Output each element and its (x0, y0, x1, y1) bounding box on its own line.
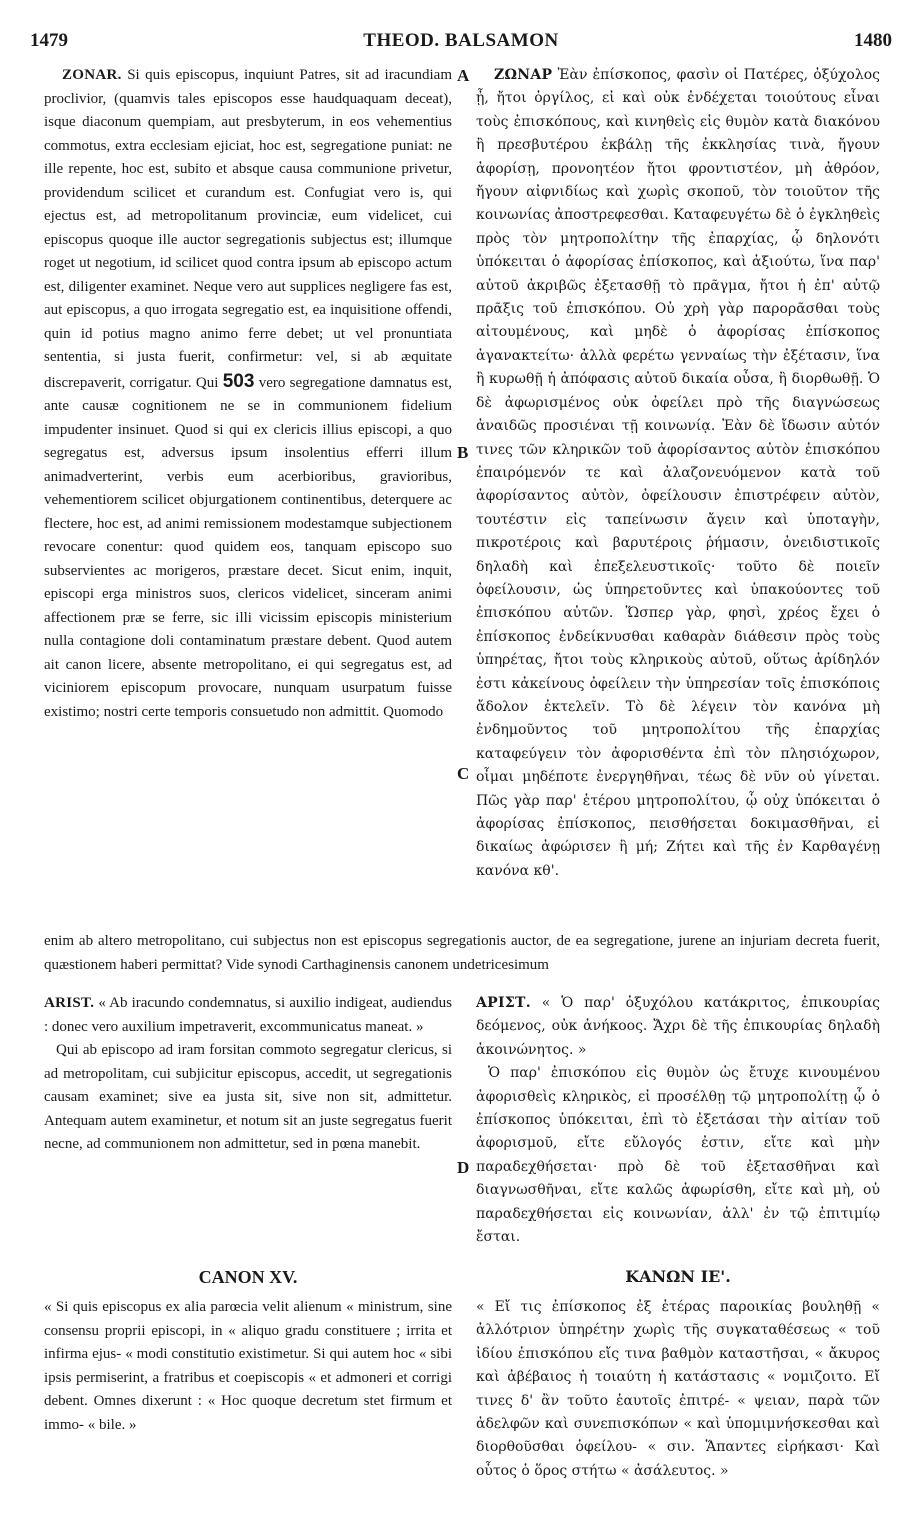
canon-text-greek: « Εἴ τις ἐπίσκοπος ἐξ ἑτέρας παροικίας βουληθῇ « ἀλλότριον ὑπηρέτην χωρὶς τῆς συγκαταθέσεως « τοῦ ἰδίου ἐπισκόπου εἴς τινα βαθμὸν καταστῆσαι, « ἄκυρος καὶ ἀβέβαιος ἡ τοιαύτη ἡ κατάστασις « νομιζοιτο. Εἴ τινες δ' ἂν τοῦτο ἑαυτοῖς ἐπιτρέ- « ψειαν, παρὰ τῶν ἀδελφῶν καὶ συνεπισκόπων « καὶ ὑπομιμνήσκεσθαι καὶ διορθοῦσθαι ὀφείλου- « σιν. Ἅπαντες εἰρήκασι· Καὶ οὗτος ὁ ὅρος στήτω « ἀσάλευτος. » (476, 1299, 880, 1479)
latin-arist-section (44, 992, 452, 1157)
greek-zonar-section (476, 64, 880, 883)
latin-zonar-section (44, 64, 452, 724)
arist-label-greek: ΑΡΙΣΤ. (476, 995, 531, 1011)
arist-quote-latin: « Ab iracundo condemnatus, si auxilio indigeat, audiendus : donec vero auxilium impetraverit, excommunicatus maneat. » (44, 995, 453, 1035)
zonar-label-greek: ΖΩΝΑΡ (494, 67, 553, 83)
page-header (30, 30, 892, 58)
arist-label-latin: ARIST. (44, 995, 95, 1011)
margin-letter-a: A (457, 66, 470, 85)
canon-text-latin: « Si quis episcopus ex alia parœcia velit alienum « ministrum, sine consensu proprii episcopi, in « aliquo gradu constituere ; irrita et infirma ejus- « modi constitutio existimetur. Si qui autem hoc « sibi ipsis permiserint, a fratribus et coepiscopis « et admoneri et corrigi debent. Omnes dixerunt : « Hoc quoque decretum stet firmum et immo- « bile. » (44, 1299, 452, 1433)
margin-letter-d: D (457, 1158, 470, 1177)
spanning-text: enim ab altero metropolitano, cui subjectus non est episcopus segregationis auctor, de ea segregatione, jurene an injuriam decreta fuerit, quæstionem haberi permittat? Vide synodi Carthaginensis canonem undetricesimum (44, 933, 880, 973)
arist-text-latin: Qui ab episcopo ad iram forsitan commoto segregatur clericus, si ad metropolitam, cui subjicitur episcopus, accedit, ut segregationis causam examinet; sive ea justa sit, sive non sit, admittetur. Antequam autem examinetur, et notum sit an juste segregatus fuerit necne, ad communionem non admittetur, sed in pœna manebit. (44, 1042, 452, 1152)
spanning-continuation (44, 930, 880, 977)
page-number-left: 1479 (30, 30, 68, 51)
canon-text-latin-section (44, 1296, 452, 1437)
page-number-right: 1480 (854, 30, 892, 51)
column-marker-503: 503 (222, 370, 255, 392)
running-title: THEOD. BALSAMON (363, 30, 559, 51)
canon-title-latin: CANON XV. (198, 1267, 298, 1287)
margin-letter-b: B (457, 443, 469, 462)
zonar-label-latin: ZONAR. (62, 67, 122, 83)
zonar-text-greek: Ἐὰν ἐπίσκοπος, φασὶν οἱ Πατέρες, ὀξύχολος ᾖ, ἤτοι ὀργίλος, εἰ καὶ οὐκ ἐνδέχεται τοιούτους εἶναι τοὺς ἐπισκόπους, καὶ κινηθεὶς εἰς θυμὸν κατὰ διακόνου ἢ πρεσβυτέρου ἐκβάλῃ τῆς ἐκκλησίας τινὰ, ἤγουν ἀφορίσῃ, προνοητέον ἤτοι φροντιστέον, μὴ ἀθρόον, ἤγουν αἰφνιδίως καὶ χωρὶς σκοποῦ, τὸν τοιοῦτον τῆς κοινωνίας ἀποστρεφεσθαι. Καταφευγέτω δὲ ὁ ἐγκληθεὶς πρὸς τὸν μητροπολίτην τῆς ἐπαρχίας, ᾧ δηλονότι ὑπόκειται ὁ ἀφορίσας ἐπίσκοπος, καὶ ἀξιούτω, ἵνα παρ' αὐτοῦ ἀκριβῶς ἐξετασθῇ τὸ πρᾶγμα, ἤτοι ἡ ἐπ' αὐτῷ πρᾶξις τοῦ ἐπισκόπου. Οὐ χρὴ γὰρ παρορᾶσθαι τοὺς αἰτουμένους, καὶ μηδὲ ὁ ἀφορίσας ἐπίσκοπος ἀγανακτείτω· ἀλλὰ φερέτω γενναίως τὴν ἐξέτασιν, ἵνα ἢ κυρωθῇ ἡ ἀπόφασις αὐτοῦ δικαία οὖσα, ἢ διορθωθῇ. Ὁ δὲ ἀφωρισμένος οὐκ ὀφείλει πρὸ τῆς διαγνώσεως ἀναιδῶς προσιέναι τῇ κοινωνίᾳ. Ἐὰν δὲ ἴδωσιν αὐτόν τινες τῶν κληρικῶν τοῦ ἀφορίσαντος αὐτὸν ἐπισκόπου ἐπαιρόμενόν τε καὶ ἀλαζονευόμενον κατὰ τοῦ ἀφορίσαντος αὐτὸν, ὀφείλουσιν ἐπιστρέφειν αὐτὸν, τουτέστιν εἰς ταπείνωσιν ἄγειν καὶ ὑποταγὴν, πικροτέροις καὶ βαρυτέροις ῥήμασιν, ὀνειδιστικοῖς δηλαδὴ καὶ ἐπεξελευστικοῖς· τοῦτο δὲ ποιεῖν ὀφείλουσιν, ὡς ὑπηρετοῦντες καὶ ὑπακούοντες τοῦ ἐπισκόπου αὐτῶν. Ὥσπερ γὰρ, φησὶ, χρέος ἔχει ὁ ἐπίσκοπος ἐνδείκνυσθαι καθαρὰν διάθεσιν πρὸς τοὺς ὑπηρέτας, ἤτοι τοὺς κληρικοὺς αὐτοῦ, οὕτως ἀρίδηλόν ἐστι κἀκείνους ὀφείλειν τὴν ὑπηρεσίαν τοῖς ἐπισκόποις ἄδολον ἐκτελεῖν. Τὸ δὲ λέγειν τὸν κανόνα μὴ ἐνδημοῦντος τοῦ μητροπολίτου τῆς ἐπαρχίας καταφεύγειν τὸν ἀφορισθέντα ἐπὶ τὸν πλησιόχωρον, οἶμαι μηδέποτε ἐνεργηθῆναι, τέως δὲ νῦν οὐ γίνεται. Πῶς γὰρ παρ' ἑτέρου μητροπολίτου, ᾧ οὐχ ὑπόκειται ὁ ἀφορίσας ἐπίσκοπος, πεισθήσεται δοκιμασθῆναι, εἰ δικαίως ἀφώρισεν ἢ μή; Ζήτει καὶ τῆς ἐν Καρθαγένῃ κανόνα κθ'. (476, 67, 881, 879)
canon-title-greek: ΚΑΝΩΝ ΙΕ'. (625, 1267, 731, 1286)
zonar-text-latin-2: vero segregatione damnatus est, ante causæ cognitionem ne se in communionem fidelium impudenter insinuet. Quod si qui ex clericis illius episcopi, a quo segregatus est, adversus ipsum insolentius efferri illum animadverterint, verbis eum acerbioribus, gravioribus, vehementiorem scilicet objurgationem continentibus, deterquere ac flectere, hoc est, ad animi remissionem modestamque subjectionem revocare conentur: quod quidem eos, tanquam episcopo suo subservientes ac morigeros, præstare decet. Sicut enim, inquit, episcopi erga ministros suos, clericos videlicet, sinceram animi affectionem præ se ferre, sic illi vicissim episcopis ministerium nulla contagione doli contaminatum præstare debent. Quod autem ait canon licere, absente metropolitano, ei qui segregatus est, ad viciniorem episcopum provocare, nunquam usurpatum fuisse existimo; nostri certe temporis consuetudo non admittit. Quomodo (44, 374, 452, 720)
canon-text-greek-section (476, 1296, 880, 1483)
arist-text-greek: Ὁ παρ' ἐπισκόπου εἰς θυμὸν ὡς ἔτυχε κινουμένου ἀφορισθεὶς κληρικὸς, εἰ προσέλθῃ τῷ μητροπολίτῃ ᾧ ὁ ἐπίσκοπος ὑπόκειται, ἐπὶ τὸ ἐξετάσαι τὴν αἰτίαν τοῦ ἀφορισμοῦ, εἴτε εὔλογός ἐστιν, εἴτε καὶ μὴν παραδεχθήσεται· πρὸ δὲ τοῦ ἐξετασθῆναι καὶ διαγνωσθῆναι, εἴτε καλῶς ἀφωρίσθη, εἴτε καὶ μὴ, οὐ παραδεχθήσεται εἰς κοινωνίαν, ἀλλ' ἐν τῷ ἐπιτιμίῳ ἔσται. (476, 1065, 880, 1246)
zonar-text-latin-1: Si quis episcopus, inquiunt Patres, sit ad iracundiam proclivior, (quamvis tales episcopos esse haudquaquam deceat), isque diaconum quempiam, aut presbyterum, in eos vehementius commotus, extra ecclesiam ejiciat, hoc est, segregatione puniat: ne ille repente, hoc est, subito et absque causa communione privetur, providendum scilicet et curandum est. Confugiat vero is, qui ejectus est, ad metropolitanum provinciæ, eum videlicet, cui episcopus quoque ille auctor segregationis subjectus est; illumque roget ut negotium, id scilicet quod contra ipsum ab episcopo actum est, diligenter examinet. Neque vero aut supplices negligere fas est, aut episcopus, a quo irrogata segregatio est, ea inquisitione offendi, quin id potius magno animo ferre debet; ut vel pronuntiata sententia, si justa fuerit, confirmetur: vel, si ab æquitate discrepaverit, corrigatur. Qui (44, 67, 452, 391)
margin-letter-c: C (457, 764, 470, 783)
arist-quote-greek: « Ὁ παρ' ὀξυχόλου κατάκριτος, ἐπικουρίας δεόμενος, οὐκ ἀνήκοος. Ἄχρι δὲ τῆς ἐπικουρίας δηλαδὴ ἀκοινώνητος. » (476, 995, 881, 1058)
greek-arist-section (476, 992, 880, 1249)
